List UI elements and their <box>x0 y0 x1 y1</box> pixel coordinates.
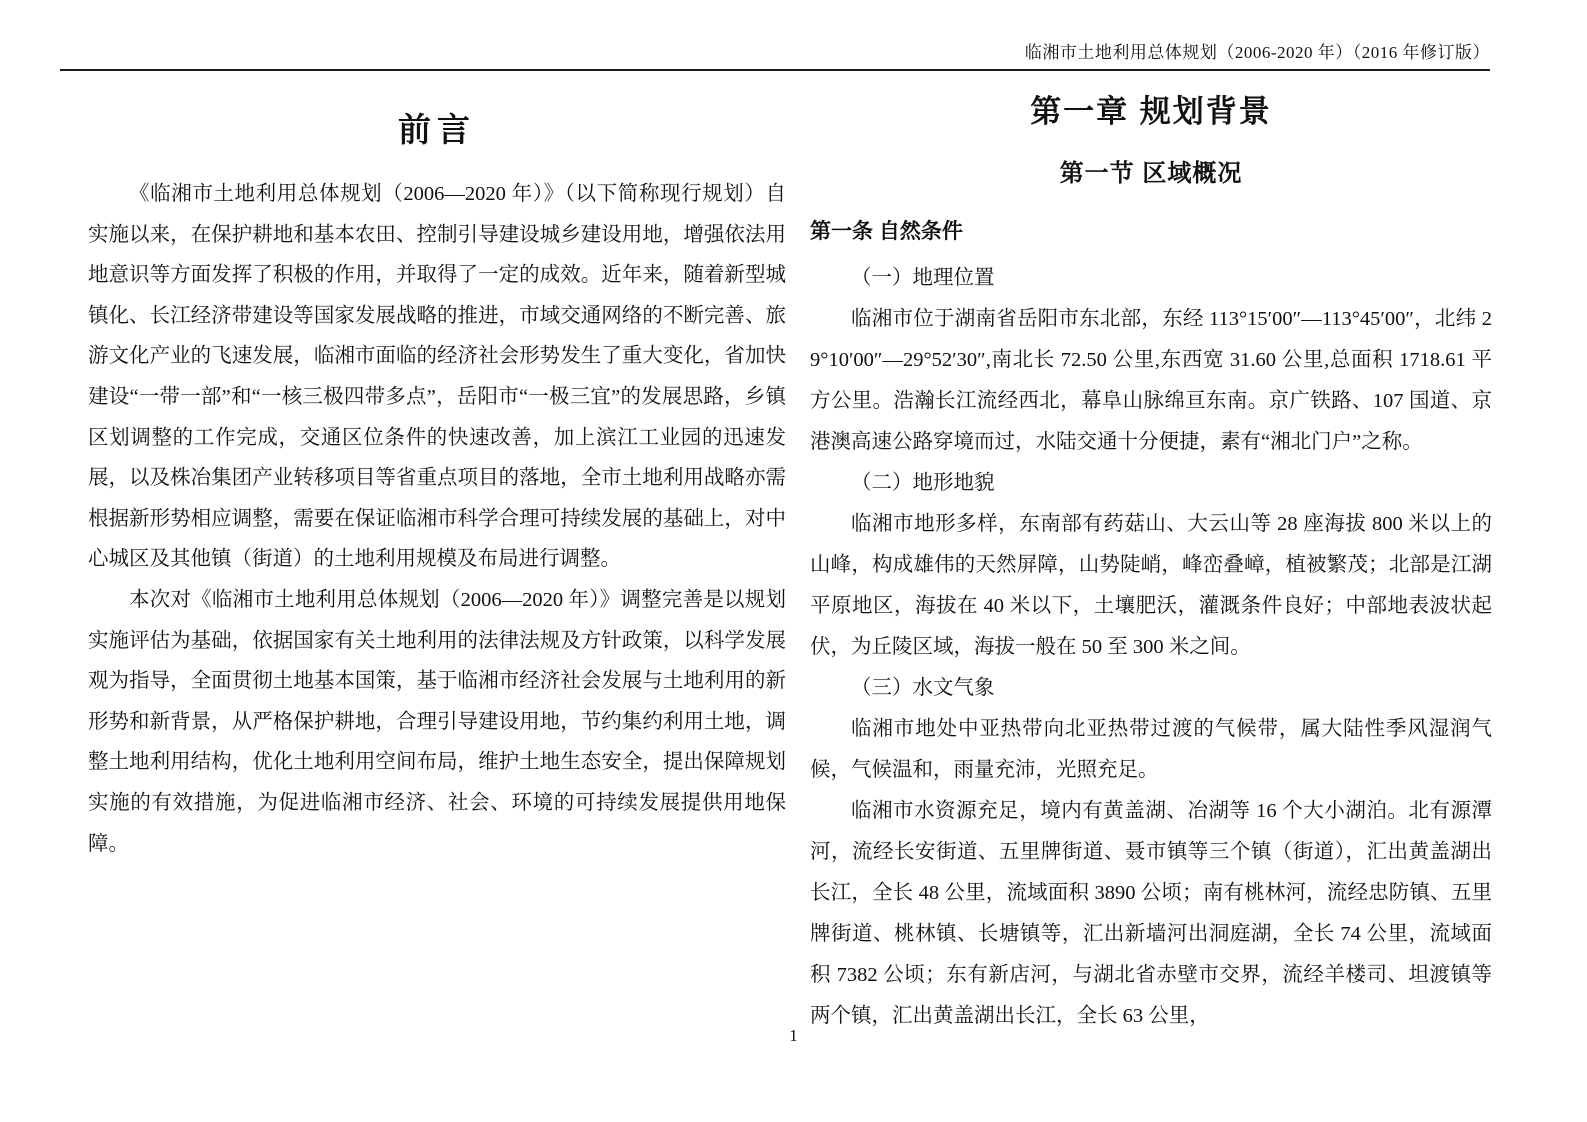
subheading-topography: （二）地形地貌 <box>851 472 995 494</box>
subheading-hydrology-climate: （三）水文气象 <box>851 677 995 699</box>
preface-title: 前言 <box>398 111 476 148</box>
page-number: 1 <box>789 1026 798 1045</box>
paragraph-water-resources: 临湘市水资源充足，境内有黄盖湖、冶湖等 16 个大小湖泊。北有源潭河，流经长安街道、五里牌街道、聂市镇等三个镇（街道），汇出黄盖湖出长江，全长 48 公里，流域面积 3890 公顷；南有桃林河，流经忠防镇、五里牌街道、桃林镇、长塘镇等，汇出新墙河出洞庭湖，全长 74 公里，流域面积 7382 公顷；东有新店河，与湖北省赤壁市交界，流经羊楼司、坦渡镇等两个镇，汇出黄盖湖出长江，全长 63 公里， <box>810 800 1492 1027</box>
paragraph-climate: 临湘市地处中亚热带向北亚热带过渡的气候带，属大陆性季风湿润气候，气候温和，雨量充沛，光照充足。 <box>810 718 1492 781</box>
paragraph-geographic-location: 临湘市位于湖南省岳阳市东北部，东经 113°15′00″—113°45′00″，北纬 29°10′00″—29°52′30″,南北长 72.50 公里,东西宽 31.60 公里,总面积 1718.61 平方公里。浩瀚长江流经西北，幕阜山脉绵亘东南。京广铁路、107 国道、京港澳高速公路穿境而过，水陆交通十分便捷，素有“湘北门户”之称。 <box>810 308 1492 453</box>
right-column <box>810 92 1492 1037</box>
section-title: 第一节 区域概况 <box>1059 160 1243 187</box>
preface-paragraph-2: 本次对《临湘市土地利用总体规划（2006—2020 年）》调整完善是以规划实施评估为基础，依据国家有关土地利用的法律法规及方针政策，以科学发展观为指导，全面贯彻土地基本国策，基于临湘市经济社会发展与土地利用的新形势和新背景，从严格保护耕地，合理引导建设用地，节约集约利用土地，调整土地利用结构，优化土地利用空间布局，维护土地生态安全，提出保障规划实施的有效措施，为促进临湘市经济、社会、环境的可持续发展提供用地保障。 <box>88 588 786 855</box>
preface-paragraph-1: 《临湘市土地利用总体规划（2006—2020 年）》（以下简称现行规划）自实施以来，在保护耕地和基本农田、控制引导建设城乡建设用地，增强依法用地意识等方面发挥了积极的作用，并取得了一定的成效。近年来，随着新型城镇化、长江经济带建设等国家发展战略的推进，市域交通网络的不断完善、旅游文化产业的飞速发展，临湘市面临的经济社会形势发生了重大变化，省加快建设“一带一部”和“一核三极四带多点”，岳阳市“一极三宜”的发展思路，乡镇区划调整的工作完成，交通区位条件的快速改善，加上滨江工业园的迅速发展，以及株冶集团产业转移项目等省重点项目的落地，全市土地利用战略亦需根据新形势相应调整，需要在保证临湘市科学合理可持续发展的基础上，对中心城区及其他镇（街道）的土地利用规模及布局进行调整。 <box>88 183 786 571</box>
paragraph-topography: 临湘市地形多样，东南部有药菇山、大云山等 28 座海拔 800 米以上的山峰，构成雄伟的天然屏障，山势陡峭，峰峦叠嶂，植被繁茂；北部是江湖平原地区，海拔在 40 米以下，土壤肥沃，灌溉条件良好；中部地表波状起伏，为丘陵区域，海拔一般在 50 至 300 米之间。 <box>810 513 1492 658</box>
running-head-title: 临湘市土地利用总体规划（2006-2020 年）（2016 年修订版） <box>1024 43 1490 62</box>
page-header <box>60 0 1490 71</box>
subheading-geographic-location: （一）地理位置 <box>851 267 995 289</box>
left-column <box>88 108 786 864</box>
article-title: 第一条 自然条件 <box>810 220 963 243</box>
chapter-title: 第一章 规划背景 <box>1030 94 1272 129</box>
